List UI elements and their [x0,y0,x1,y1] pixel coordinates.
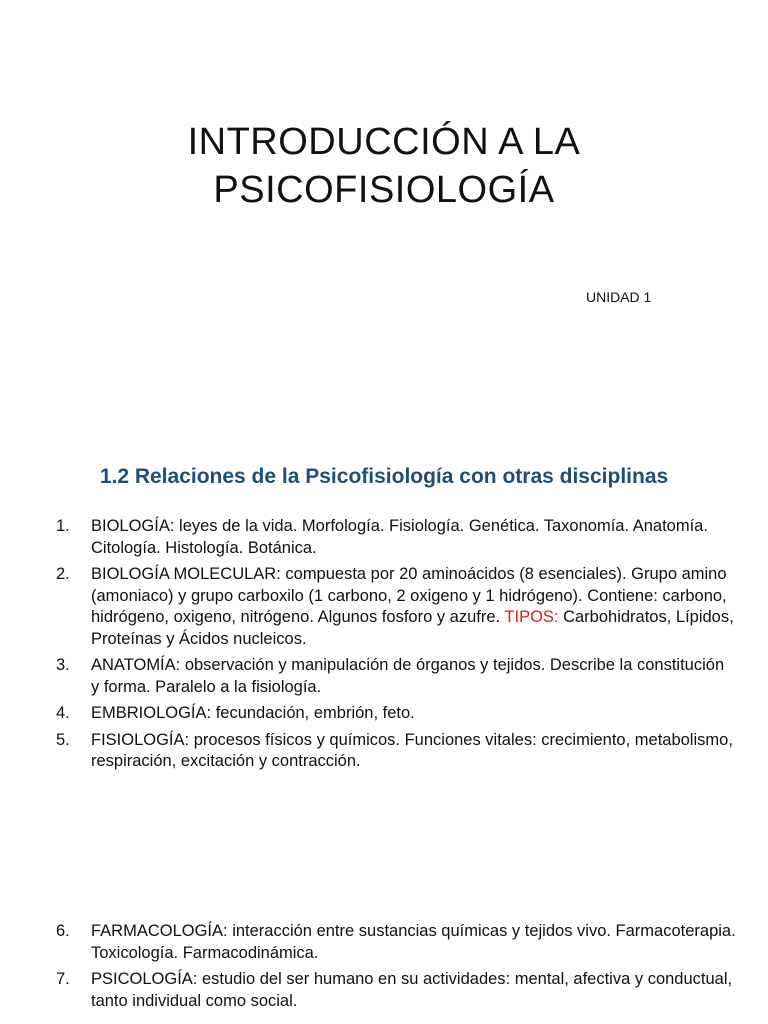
section-heading: 1.2 Relaciones de la Psicofisiología con otras disciplinas [99,465,669,488]
list-item-number: 3. [56,656,70,674]
list-item-text-after: Carbohidratos, Lípidos, Proteínas y Ácidos nucleicos. [91,608,734,648]
list-item-number: 4. [56,704,70,722]
list-item-text: BIOLOGÍA: leyes de la vida. Morfología. Fisiología. Genética. Taxonomía. Anatomía. Citología. Histología. Botánica. [91,517,708,557]
slide-title-line-2: PSICOFISIOLOGÍA [213,169,555,211]
list-item-text: PSICOLOGÍA: estudio del ser humano en su actividades: mental, afectiva y conductual, tanto individual como social. [91,970,733,1010]
topic-list-first [56,516,736,778]
list-item-number: 2. [56,565,70,583]
list-item-biologia [56,516,736,559]
list-item-fisiologia [56,730,736,773]
list-item-text: BIOLOGÍA MOLECULAR: compuesta por 20 aminoácidos (8 esenciales). Grupo amino (amoniaco) y grupo carboxilo (1 carbono, 2 oxigeno y 1 hidrógeno). Contiene: carbono, hidrógeno, oxigeno, nitrógeno. Algunos fosforo y azufre. [91,565,727,626]
list-item-text: EMBRIOLOGÍA: fecundación, embrión, feto. [91,704,415,722]
slide-title [0,118,768,214]
slide-title-line-1: INTRODUCCIÓN A LA [187,121,581,163]
list-item-number: 6. [56,922,70,940]
tipos-highlight: TIPOS: [504,608,559,626]
list-item-number: 7. [56,970,70,988]
list-item-text: FISIOLOGÍA: procesos físicos y químicos. Funciones vitales: crecimiento, metabolismo, respiración, excitación y contracción. [91,730,733,770]
list-item-number: 1. [56,517,70,535]
list-item-embriologia [56,703,736,725]
list-item-text: ANATOMÍA: observación y manipulación de órganos y tejidos. Describe la constitución y forma. Paralelo a la fisiología. [91,656,725,696]
list-item-psicologia [56,969,736,1012]
topic-list-second [56,921,736,1017]
list-item-farmacologia [56,921,736,964]
slide-subtitle: UNIDAD 1 [586,289,652,305]
list-item-anatomia [56,655,736,698]
list-item-text: FARMACOLOGÍA: interacción entre sustancias químicas y tejidos vivo. Farmacoterapia. Toxicología. Farmacodinámica. [91,922,736,962]
list-item-number: 5. [56,730,70,749]
list-item-biologia-molecular [56,564,736,650]
